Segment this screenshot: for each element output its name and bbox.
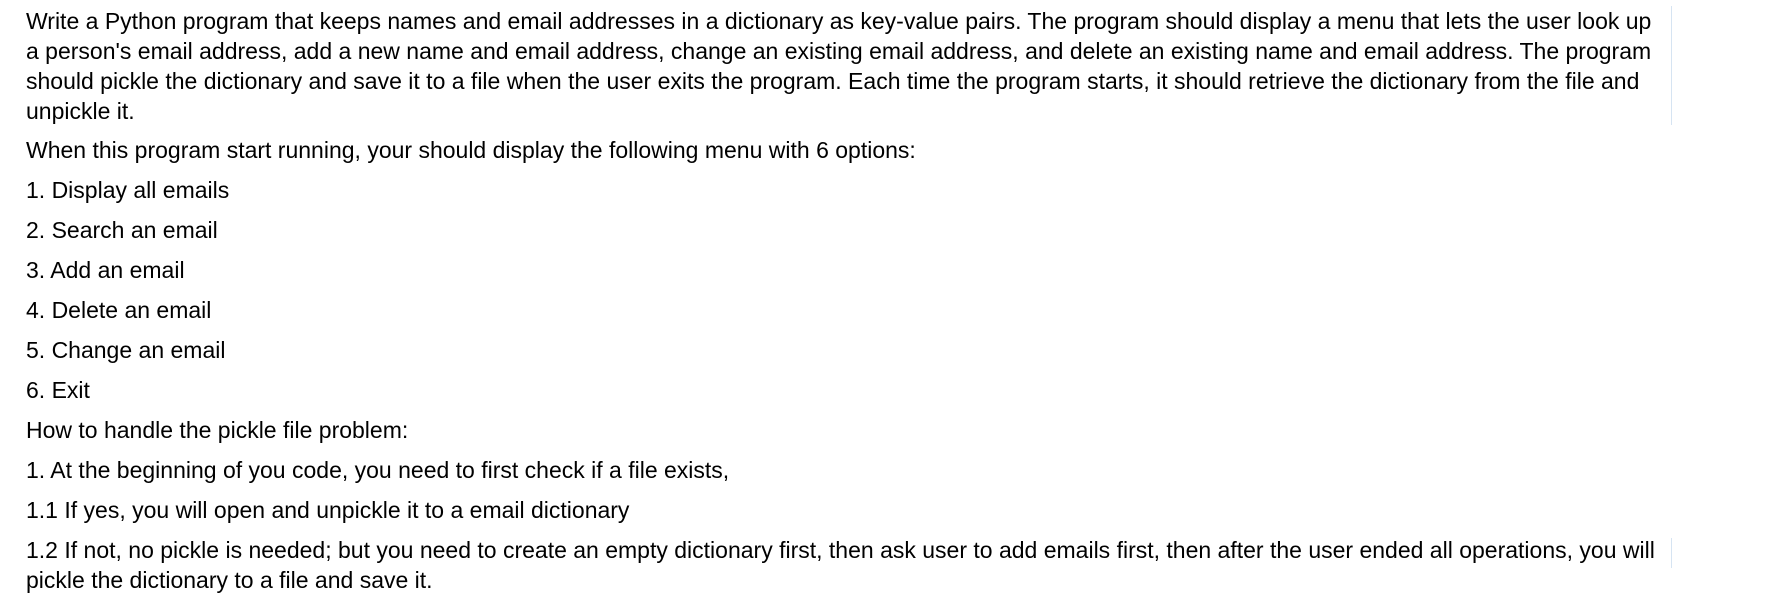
menu-item: 1. Display all emails: [26, 177, 230, 203]
menu-item: 6. Exit: [26, 377, 90, 403]
menu-item: 2. Search an email: [26, 217, 218, 243]
pickle-heading: How to handle the pickle file problem:: [26, 417, 409, 443]
pickle-step: 1.1 If yes, you will open and unpickle it to a email dictionary: [26, 497, 630, 523]
menu-item: 4. Delete an email: [26, 297, 212, 323]
menu-item: 3. Add an email: [26, 257, 185, 283]
paragraph-divider: [1671, 538, 1672, 568]
intro-paragraph: Write a Python program that keeps names and email addresses in a dictionary as key-value pairs. The program should display a menu that lets the user look up a person's email address, add a new name and email address, change an existing email address, and delete an existing name and email address. The program should pickle the dictionary and save it to a file when the user exits the program. Each time the program starts, it should retrieve the dictionary from the file and unpickle it.: [26, 8, 1652, 124]
document-body: [26, 6, 1666, 595]
pickle-step: 1. At the beginning of you code, you need to first check if a file exists,: [26, 457, 730, 483]
menu-intro: When this program start running, your should display the following menu with 6 options:: [26, 137, 916, 163]
menu-item: 5. Change an email: [26, 337, 226, 363]
paragraph-divider: [1671, 6, 1672, 125]
pickle-step: 1.2 If not, no pickle is needed; but you need to create an empty dictionary first, then ask user to add emails first, then after the user ended all operations, you will pickle the dictionary to a file and save it.: [26, 537, 1655, 593]
